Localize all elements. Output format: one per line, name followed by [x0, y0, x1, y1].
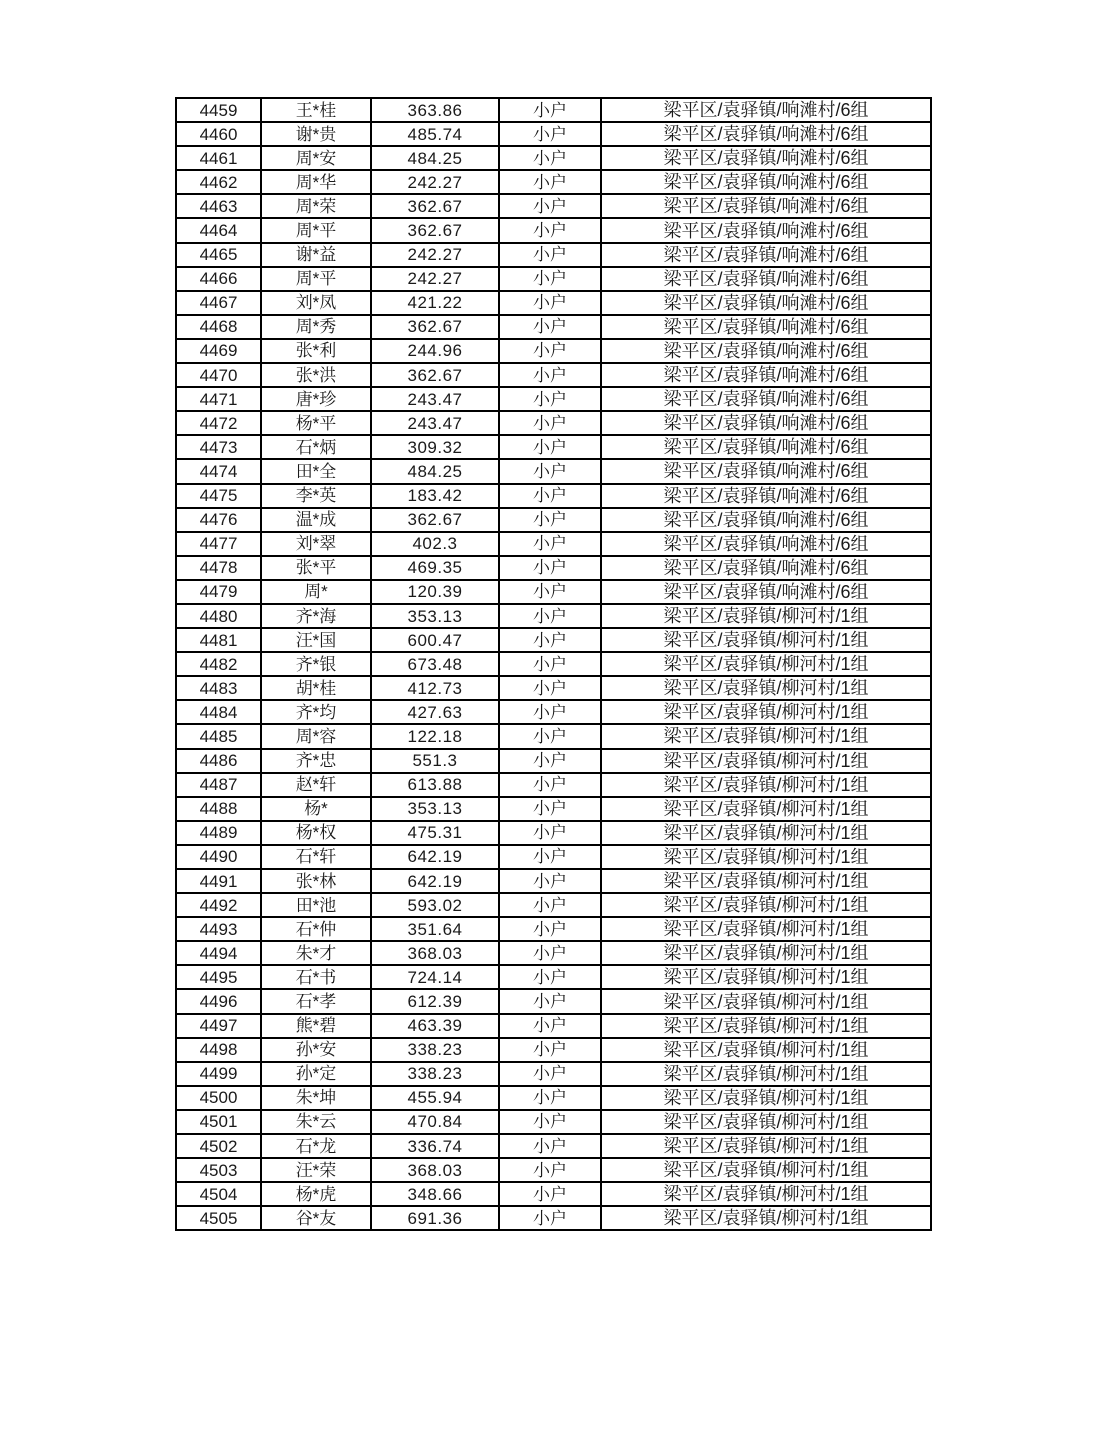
cell-region: 梁平区/袁驿镇/柳河村/1组: [601, 1158, 931, 1182]
cell-amount: 336.74: [371, 1134, 499, 1158]
cell-id: 4464: [176, 218, 261, 242]
cell-region: 梁平区/袁驿镇/响滩村/6组: [601, 267, 931, 291]
cell-region: 梁平区/袁驿镇/柳河村/1组: [601, 676, 931, 700]
cell-type: 小户: [499, 773, 601, 797]
cell-type: 小户: [499, 676, 601, 700]
cell-name: 张*洪: [261, 363, 371, 387]
cell-name: 杨*: [261, 797, 371, 821]
cell-amount: 120.39: [371, 580, 499, 604]
cell-name: 朱*坤: [261, 1086, 371, 1110]
cell-region: 梁平区/袁驿镇/柳河村/1组: [601, 1206, 931, 1230]
cell-type: 小户: [499, 845, 601, 869]
cell-name: 周*: [261, 580, 371, 604]
cell-id: 4475: [176, 484, 261, 508]
cell-id: 4493: [176, 917, 261, 941]
cell-amount: 242.27: [371, 267, 499, 291]
cell-amount: 242.27: [371, 170, 499, 194]
cell-amount: 362.67: [371, 315, 499, 339]
cell-name: 孙*定: [261, 1062, 371, 1086]
table-row: [176, 194, 931, 218]
cell-type: 小户: [499, 893, 601, 917]
cell-id: 4499: [176, 1062, 261, 1086]
cell-name: 杨*平: [261, 411, 371, 435]
cell-amount: 362.67: [371, 363, 499, 387]
cell-type: 小户: [499, 508, 601, 532]
cell-id: 4491: [176, 869, 261, 893]
cell-type: 小户: [499, 532, 601, 556]
cell-name: 齐*海: [261, 604, 371, 628]
cell-region: 梁平区/袁驿镇/响滩村/6组: [601, 484, 931, 508]
cell-amount: 412.73: [371, 676, 499, 700]
cell-type: 小户: [499, 941, 601, 965]
cell-id: 4474: [176, 459, 261, 483]
cell-amount: 484.25: [371, 146, 499, 170]
cell-region: 梁平区/袁驿镇/柳河村/1组: [601, 869, 931, 893]
cell-id: 4496: [176, 989, 261, 1013]
cell-amount: 368.03: [371, 941, 499, 965]
cell-type: 小户: [499, 1206, 601, 1230]
cell-amount: 244.96: [371, 339, 499, 363]
cell-type: 小户: [499, 628, 601, 652]
table-row: [176, 411, 931, 435]
cell-type: 小户: [499, 122, 601, 146]
cell-id: 4469: [176, 339, 261, 363]
cell-region: 梁平区/袁驿镇/柳河村/1组: [601, 628, 931, 652]
cell-name: 田*池: [261, 893, 371, 917]
cell-type: 小户: [499, 1038, 601, 1062]
cell-id: 4490: [176, 845, 261, 869]
cell-id: 4459: [176, 98, 261, 122]
cell-type: 小户: [499, 387, 601, 411]
cell-id: 4466: [176, 267, 261, 291]
cell-type: 小户: [499, 797, 601, 821]
cell-amount: 724.14: [371, 965, 499, 989]
cell-amount: 484.25: [371, 459, 499, 483]
cell-type: 小户: [499, 869, 601, 893]
table-row: [176, 267, 931, 291]
cell-amount: 551.3: [371, 749, 499, 773]
cell-type: 小户: [499, 652, 601, 676]
cell-name: 周*华: [261, 170, 371, 194]
cell-name: 张*平: [261, 556, 371, 580]
cell-amount: 183.42: [371, 484, 499, 508]
cell-type: 小户: [499, 339, 601, 363]
cell-name: 齐*均: [261, 700, 371, 724]
cell-amount: 242.27: [371, 243, 499, 267]
cell-amount: 463.39: [371, 1014, 499, 1038]
cell-id: 4467: [176, 291, 261, 315]
cell-name: 周*荣: [261, 194, 371, 218]
cell-amount: 475.31: [371, 821, 499, 845]
cell-amount: 642.19: [371, 869, 499, 893]
cell-type: 小户: [499, 291, 601, 315]
cell-amount: 368.03: [371, 1158, 499, 1182]
table-row: [176, 435, 931, 459]
cell-region: 梁平区/袁驿镇/柳河村/1组: [601, 1182, 931, 1206]
cell-region: 梁平区/袁驿镇/响滩村/6组: [601, 363, 931, 387]
cell-amount: 362.67: [371, 508, 499, 532]
cell-name: 杨*虎: [261, 1182, 371, 1206]
cell-name: 周*秀: [261, 315, 371, 339]
table-row: [176, 459, 931, 483]
table-row: [176, 700, 931, 724]
table-row: [176, 628, 931, 652]
cell-id: 4471: [176, 387, 261, 411]
table-row: [176, 1182, 931, 1206]
cell-region: 梁平区/袁驿镇/柳河村/1组: [601, 724, 931, 748]
cell-name: 石*龙: [261, 1134, 371, 1158]
cell-amount: 485.74: [371, 122, 499, 146]
cell-type: 小户: [499, 243, 601, 267]
cell-id: 4479: [176, 580, 261, 604]
cell-name: 王*桂: [261, 98, 371, 122]
cell-region: 梁平区/袁驿镇/响滩村/6组: [601, 218, 931, 242]
cell-id: 4485: [176, 724, 261, 748]
table-row: [176, 917, 931, 941]
table-row: [176, 1134, 931, 1158]
cell-id: 4503: [176, 1158, 261, 1182]
cell-type: 小户: [499, 917, 601, 941]
table-row: [176, 1206, 931, 1230]
cell-id: 4461: [176, 146, 261, 170]
table-row: [176, 965, 931, 989]
cell-id: 4463: [176, 194, 261, 218]
cell-id: 4472: [176, 411, 261, 435]
cell-id: 4462: [176, 170, 261, 194]
cell-name: 唐*珍: [261, 387, 371, 411]
cell-region: 梁平区/袁驿镇/响滩村/6组: [601, 291, 931, 315]
cell-id: 4473: [176, 435, 261, 459]
cell-amount: 469.35: [371, 556, 499, 580]
table-row: [176, 339, 931, 363]
cell-name: 汪*国: [261, 628, 371, 652]
table-row: [176, 1158, 931, 1182]
table-row: [176, 773, 931, 797]
cell-type: 小户: [499, 1134, 601, 1158]
cell-amount: 362.67: [371, 218, 499, 242]
table-row: [176, 580, 931, 604]
cell-id: 4477: [176, 532, 261, 556]
cell-name: 赵*轩: [261, 773, 371, 797]
cell-type: 小户: [499, 363, 601, 387]
cell-type: 小户: [499, 459, 601, 483]
cell-region: 梁平区/袁驿镇/柳河村/1组: [601, 700, 931, 724]
table-row: [176, 749, 931, 773]
cell-amount: 402.3: [371, 532, 499, 556]
cell-id: 4483: [176, 676, 261, 700]
cell-amount: 612.39: [371, 989, 499, 1013]
table-row: [176, 315, 931, 339]
table-row: [176, 218, 931, 242]
table-row: [176, 1086, 931, 1110]
cell-type: 小户: [499, 724, 601, 748]
cell-name: 杨*权: [261, 821, 371, 845]
cell-id: 4488: [176, 797, 261, 821]
table-row: [176, 146, 931, 170]
table-row: [176, 1110, 931, 1134]
cell-id: 4492: [176, 893, 261, 917]
cell-type: 小户: [499, 1086, 601, 1110]
cell-region: 梁平区/袁驿镇/响滩村/6组: [601, 146, 931, 170]
cell-amount: 338.23: [371, 1062, 499, 1086]
cell-type: 小户: [499, 435, 601, 459]
cell-type: 小户: [499, 411, 601, 435]
cell-amount: 673.48: [371, 652, 499, 676]
cell-type: 小户: [499, 484, 601, 508]
cell-region: 梁平区/袁驿镇/柳河村/1组: [601, 1086, 931, 1110]
cell-name: 田*全: [261, 459, 371, 483]
cell-name: 温*成: [261, 508, 371, 532]
cell-amount: 363.86: [371, 98, 499, 122]
cell-region: 梁平区/袁驿镇/响滩村/6组: [601, 98, 931, 122]
cell-region: 梁平区/袁驿镇/柳河村/1组: [601, 941, 931, 965]
cell-id: 4494: [176, 941, 261, 965]
table-row: [176, 941, 931, 965]
cell-name: 齐*银: [261, 652, 371, 676]
cell-region: 梁平区/袁驿镇/响滩村/6组: [601, 580, 931, 604]
cell-id: 4489: [176, 821, 261, 845]
cell-name: 孙*安: [261, 1038, 371, 1062]
cell-region: 梁平区/袁驿镇/柳河村/1组: [601, 749, 931, 773]
cell-region: 梁平区/袁驿镇/柳河村/1组: [601, 604, 931, 628]
cell-id: 4505: [176, 1206, 261, 1230]
cell-name: 周*安: [261, 146, 371, 170]
cell-region: 梁平区/袁驿镇/响滩村/6组: [601, 435, 931, 459]
cell-type: 小户: [499, 1110, 601, 1134]
table-row: [176, 845, 931, 869]
cell-type: 小户: [499, 170, 601, 194]
cell-amount: 421.22: [371, 291, 499, 315]
table-row: [176, 821, 931, 845]
cell-type: 小户: [499, 604, 601, 628]
cell-amount: 427.63: [371, 700, 499, 724]
cell-region: 梁平区/袁驿镇/响滩村/6组: [601, 339, 931, 363]
cell-id: 4468: [176, 315, 261, 339]
cell-region: 梁平区/袁驿镇/柳河村/1组: [601, 1014, 931, 1038]
cell-id: 4487: [176, 773, 261, 797]
cell-type: 小户: [499, 1062, 601, 1086]
table-row: [176, 893, 931, 917]
cell-id: 4470: [176, 363, 261, 387]
cell-amount: 122.18: [371, 724, 499, 748]
table-row: [176, 797, 931, 821]
cell-region: 梁平区/袁驿镇/柳河村/1组: [601, 1134, 931, 1158]
table-row: [176, 532, 931, 556]
beneficiary-table: [175, 97, 932, 1231]
cell-type: 小户: [499, 194, 601, 218]
cell-name: 石*书: [261, 965, 371, 989]
cell-region: 梁平区/袁驿镇/柳河村/1组: [601, 773, 931, 797]
cell-id: 4500: [176, 1086, 261, 1110]
table-row: [176, 291, 931, 315]
cell-region: 梁平区/袁驿镇/柳河村/1组: [601, 652, 931, 676]
cell-region: 梁平区/袁驿镇/柳河村/1组: [601, 821, 931, 845]
cell-id: 4504: [176, 1182, 261, 1206]
cell-amount: 642.19: [371, 845, 499, 869]
cell-region: 梁平区/袁驿镇/柳河村/1组: [601, 797, 931, 821]
cell-type: 小户: [499, 98, 601, 122]
cell-name: 朱*才: [261, 941, 371, 965]
cell-type: 小户: [499, 146, 601, 170]
table-row: [176, 676, 931, 700]
cell-amount: 593.02: [371, 893, 499, 917]
cell-region: 梁平区/袁驿镇/响滩村/6组: [601, 387, 931, 411]
cell-region: 梁平区/袁驿镇/柳河村/1组: [601, 893, 931, 917]
cell-name: 周*容: [261, 724, 371, 748]
cell-id: 4502: [176, 1134, 261, 1158]
cell-name: 刘*凤: [261, 291, 371, 315]
cell-id: 4495: [176, 965, 261, 989]
cell-name: 谢*益: [261, 243, 371, 267]
table-row: [176, 170, 931, 194]
cell-region: 梁平区/袁驿镇/柳河村/1组: [601, 845, 931, 869]
cell-region: 梁平区/袁驿镇/响滩村/6组: [601, 411, 931, 435]
cell-region: 梁平区/袁驿镇/柳河村/1组: [601, 1038, 931, 1062]
cell-id: 4481: [176, 628, 261, 652]
cell-type: 小户: [499, 315, 601, 339]
cell-type: 小户: [499, 700, 601, 724]
cell-region: 梁平区/袁驿镇/响滩村/6组: [601, 315, 931, 339]
cell-region: 梁平区/袁驿镇/柳河村/1组: [601, 917, 931, 941]
cell-name: 谷*友: [261, 1206, 371, 1230]
cell-region: 梁平区/袁驿镇/柳河村/1组: [601, 1062, 931, 1086]
cell-id: 4497: [176, 1014, 261, 1038]
cell-id: 4478: [176, 556, 261, 580]
cell-type: 小户: [499, 749, 601, 773]
cell-amount: 348.66: [371, 1182, 499, 1206]
cell-amount: 243.47: [371, 387, 499, 411]
cell-name: 石*仲: [261, 917, 371, 941]
cell-name: 李*英: [261, 484, 371, 508]
table-row: [176, 98, 931, 122]
cell-region: 梁平区/袁驿镇/响滩村/6组: [601, 508, 931, 532]
cell-type: 小户: [499, 821, 601, 845]
cell-id: 4480: [176, 604, 261, 628]
cell-name: 张*利: [261, 339, 371, 363]
cell-region: 梁平区/袁驿镇/响滩村/6组: [601, 122, 931, 146]
cell-name: 胡*桂: [261, 676, 371, 700]
cell-name: 石*孝: [261, 989, 371, 1013]
cell-id: 4486: [176, 749, 261, 773]
cell-name: 周*平: [261, 267, 371, 291]
cell-region: 梁平区/袁驿镇/柳河村/1组: [601, 1110, 931, 1134]
table-row: [176, 1062, 931, 1086]
cell-type: 小户: [499, 965, 601, 989]
cell-id: 4476: [176, 508, 261, 532]
table-row: [176, 484, 931, 508]
cell-amount: 613.88: [371, 773, 499, 797]
table-row: [176, 989, 931, 1013]
table-row: [176, 122, 931, 146]
cell-amount: 470.84: [371, 1110, 499, 1134]
cell-amount: 455.94: [371, 1086, 499, 1110]
cell-name: 谢*贵: [261, 122, 371, 146]
cell-name: 熊*碧: [261, 1014, 371, 1038]
cell-name: 张*林: [261, 869, 371, 893]
cell-type: 小户: [499, 1014, 601, 1038]
table-row: [176, 556, 931, 580]
cell-region: 梁平区/袁驿镇/响滩村/6组: [601, 532, 931, 556]
table-row: [176, 243, 931, 267]
cell-type: 小户: [499, 218, 601, 242]
table-row: [176, 363, 931, 387]
cell-region: 梁平区/袁驿镇/响滩村/6组: [601, 459, 931, 483]
table-row: [176, 652, 931, 676]
cell-id: 4460: [176, 122, 261, 146]
cell-amount: 351.64: [371, 917, 499, 941]
cell-region: 梁平区/袁驿镇/响滩村/6组: [601, 194, 931, 218]
table-row: [176, 387, 931, 411]
cell-name: 朱*云: [261, 1110, 371, 1134]
table-row: [176, 604, 931, 628]
cell-region: 梁平区/袁驿镇/响滩村/6组: [601, 243, 931, 267]
cell-type: 小户: [499, 1182, 601, 1206]
table-body: [176, 98, 931, 1230]
cell-amount: 338.23: [371, 1038, 499, 1062]
cell-name: 齐*忠: [261, 749, 371, 773]
cell-type: 小户: [499, 267, 601, 291]
table-row: [176, 508, 931, 532]
cell-type: 小户: [499, 989, 601, 1013]
table-row: [176, 724, 931, 748]
cell-amount: 353.13: [371, 604, 499, 628]
cell-name: 刘*翠: [261, 532, 371, 556]
cell-id: 4482: [176, 652, 261, 676]
cell-region: 梁平区/袁驿镇/响滩村/6组: [601, 556, 931, 580]
cell-name: 汪*荣: [261, 1158, 371, 1182]
cell-type: 小户: [499, 556, 601, 580]
cell-name: 石*炳: [261, 435, 371, 459]
cell-id: 4501: [176, 1110, 261, 1134]
cell-amount: 600.47: [371, 628, 499, 652]
cell-amount: 691.36: [371, 1206, 499, 1230]
table-row: [176, 1014, 931, 1038]
cell-region: 梁平区/袁驿镇/响滩村/6组: [601, 170, 931, 194]
cell-id: 4498: [176, 1038, 261, 1062]
cell-amount: 353.13: [371, 797, 499, 821]
cell-amount: 309.32: [371, 435, 499, 459]
cell-region: 梁平区/袁驿镇/柳河村/1组: [601, 965, 931, 989]
cell-name: 石*轩: [261, 845, 371, 869]
table-row: [176, 869, 931, 893]
cell-type: 小户: [499, 1158, 601, 1182]
table-row: [176, 1038, 931, 1062]
cell-amount: 243.47: [371, 411, 499, 435]
cell-amount: 362.67: [371, 194, 499, 218]
cell-region: 梁平区/袁驿镇/柳河村/1组: [601, 989, 931, 1013]
cell-name: 周*平: [261, 218, 371, 242]
cell-id: 4465: [176, 243, 261, 267]
cell-id: 4484: [176, 700, 261, 724]
cell-type: 小户: [499, 580, 601, 604]
